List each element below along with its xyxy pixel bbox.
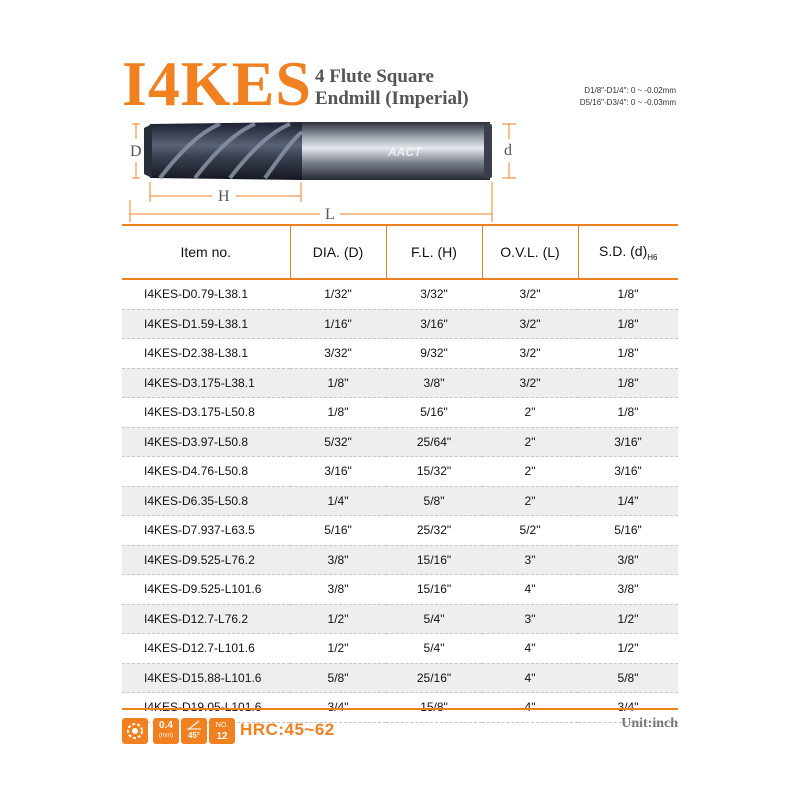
brand-mark: AACT	[388, 145, 422, 159]
product-title: I4KES	[122, 48, 312, 119]
cell-overall-length: 2"	[482, 398, 578, 428]
cell-flute-length: 5/4"	[386, 634, 482, 664]
cell-item-no: I4KES-D19.05-L101.6	[122, 693, 290, 723]
cell-flute-length: 3/8"	[386, 368, 482, 398]
cell-shank-diameter: 1/8"	[578, 339, 678, 369]
cell-shank-diameter: 3/4"	[578, 693, 678, 723]
label-l: L	[325, 206, 335, 223]
cell-overall-length: 3/2"	[482, 279, 578, 309]
cell-dia: 1/8"	[290, 398, 386, 428]
cell-flute-length: 25/16"	[386, 663, 482, 693]
cell-flute-length: 15/8"	[386, 693, 482, 723]
cell-shank-diameter: 3/16"	[578, 427, 678, 457]
cell-flute-length: 3/32"	[386, 279, 482, 309]
cell-dia: 3/8"	[290, 545, 386, 575]
cell-dia: 1/2"	[290, 634, 386, 664]
cell-dia: 5/8"	[290, 663, 386, 693]
flute-count-icon: NO.	[215, 722, 229, 729]
table-header-row	[122, 225, 678, 279]
helix-angle-icon	[185, 720, 203, 730]
cell-overall-length: 3"	[482, 545, 578, 575]
table-row	[122, 516, 678, 546]
cell-flute-length: 5/4"	[386, 604, 482, 634]
cell-dia: 1/32"	[290, 279, 386, 309]
tolerance-note-2: D5/16"-D3/4": 0 ~ -0.03mm	[579, 98, 676, 107]
table-row	[122, 427, 678, 457]
cell-shank-diameter: 3/8"	[578, 575, 678, 605]
cell-flute-length: 5/8"	[386, 486, 482, 516]
table-row	[122, 279, 678, 309]
corner-relief-badge	[153, 718, 179, 744]
spec-table	[122, 224, 678, 723]
cell-flute-length: 3/16"	[386, 309, 482, 339]
cell-dia: 5/32"	[290, 427, 386, 457]
table-row	[122, 368, 678, 398]
cell-shank-diameter: 1/4"	[578, 486, 678, 516]
shank-end	[484, 124, 492, 178]
cell-item-no: I4KES-D3.175-L38.1	[122, 368, 290, 398]
table-row	[122, 309, 678, 339]
cell-overall-length: 3/2"	[482, 368, 578, 398]
product-subtitle-line1: 4 Flute Square	[315, 66, 434, 87]
cell-item-no: I4KES-D9.525-L76.2	[122, 545, 290, 575]
endmill-diagram	[120, 112, 530, 224]
cell-shank-diameter: 1/8"	[578, 309, 678, 339]
cell-overall-length: 4"	[482, 634, 578, 664]
relief-unit: (mm)	[159, 733, 173, 739]
cell-item-no: I4KES-D15.88-L101.6	[122, 663, 290, 693]
table-row	[122, 604, 678, 634]
cell-shank-diameter: 3/16"	[578, 457, 678, 487]
helix-angle-badge	[181, 718, 207, 744]
table-row	[122, 575, 678, 605]
cell-flute-length: 25/64"	[386, 427, 482, 457]
table-row	[122, 663, 678, 693]
cell-shank-diameter: 1/2"	[578, 604, 678, 634]
cell-flute-length: 5/16"	[386, 398, 482, 428]
cell-item-no: I4KES-D12.7-L76.2	[122, 604, 290, 634]
cell-shank-diameter: 1/2"	[578, 634, 678, 664]
cell-overall-length: 2"	[482, 457, 578, 487]
footer-rule	[122, 708, 678, 710]
hrc-rating: HRC:45~62	[240, 720, 335, 739]
cell-item-no: I4KES-D0.79-L38.1	[122, 279, 290, 309]
cell-item-no: I4KES-D2.38-L38.1	[122, 339, 290, 369]
cell-overall-length: 2"	[482, 486, 578, 516]
header-flute-length: F.L. (H)	[386, 225, 482, 279]
cell-item-no: I4KES-D9.525-L101.6	[122, 575, 290, 605]
cell-item-no: I4KES-D12.7-L101.6	[122, 634, 290, 664]
cell-item-no: I4KES-D6.35-L50.8	[122, 486, 290, 516]
cell-shank-diameter: 5/8"	[578, 663, 678, 693]
header-shank-diameter: S.D. $(d)_{H6}$	[578, 225, 678, 279]
header-item-no: Item no.	[122, 225, 290, 279]
table-row	[122, 634, 678, 664]
tolerance-note-1: D1/8"-D1/4": 0 ~ -0.02mm	[584, 86, 676, 95]
cell-dia: 5/16"	[290, 516, 386, 546]
cell-dia: 1/8"	[290, 368, 386, 398]
cell-dia: 3/8"	[290, 575, 386, 605]
coating-badge	[122, 718, 148, 744]
product-subtitle-line2: Endmill (Imperial)	[315, 88, 469, 109]
header-dia: DIA. (D)	[290, 225, 386, 279]
cell-overall-length: 3/2"	[482, 339, 578, 369]
cell-shank-diameter: 1/8"	[578, 279, 678, 309]
cell-overall-length: 4"	[482, 693, 578, 723]
cell-flute-length: 9/32"	[386, 339, 482, 369]
cell-shank-diameter: 3/8"	[578, 545, 678, 575]
cell-item-no: I4KES-D3.97-L50.8	[122, 427, 290, 457]
cell-overall-length: 4"	[482, 663, 578, 693]
cell-dia: 1/2"	[290, 604, 386, 634]
cell-item-no: I4KES-D4.76-L50.8	[122, 457, 290, 487]
cell-dia: 1/4"	[290, 486, 386, 516]
table-row	[122, 457, 678, 487]
cell-dia: 3/4"	[290, 693, 386, 723]
table-row	[122, 486, 678, 516]
label-h: H	[218, 188, 230, 205]
label-d-shank: d	[504, 142, 512, 159]
table-row	[122, 398, 678, 428]
cell-dia: 1/16"	[290, 309, 386, 339]
cell-shank-diameter: 5/16"	[578, 516, 678, 546]
label-d-cutting: D	[130, 143, 142, 160]
table-row	[122, 545, 678, 575]
cell-flute-length: 15/32"	[386, 457, 482, 487]
cell-overall-length: 2"	[482, 427, 578, 457]
flute-count-badge	[209, 718, 235, 744]
tool-tip	[144, 124, 152, 178]
unit-label: Unit:inch	[621, 716, 678, 731]
dimension-l	[130, 182, 492, 222]
table-row	[122, 339, 678, 369]
coating-icon	[126, 722, 144, 740]
cell-flute-length: 15/16"	[386, 545, 482, 575]
flute-count-value: 12	[216, 731, 228, 742]
cell-overall-length: 4"	[482, 575, 578, 605]
header-overall-length: O.V.L. (L)	[482, 225, 578, 279]
cell-shank-diameter: 1/8"	[578, 368, 678, 398]
cell-item-no: I4KES-D1.59-L38.1	[122, 309, 290, 339]
cell-shank-diameter: 1/8"	[578, 398, 678, 428]
cell-item-no: I4KES-D7.937-L63.5	[122, 516, 290, 546]
cell-flute-length: 25/32"	[386, 516, 482, 546]
cell-dia: 3/32"	[290, 339, 386, 369]
cell-flute-length: 15/16"	[386, 575, 482, 605]
cell-overall-length: 3"	[482, 604, 578, 634]
cell-dia: 3/16"	[290, 457, 386, 487]
cell-overall-length: 5/2"	[482, 516, 578, 546]
helix-angle-value: 45°	[187, 731, 201, 740]
cell-item-no: I4KES-D3.175-L50.8	[122, 398, 290, 428]
relief-value: 0.4	[159, 720, 173, 731]
cell-overall-length: 3/2"	[482, 309, 578, 339]
